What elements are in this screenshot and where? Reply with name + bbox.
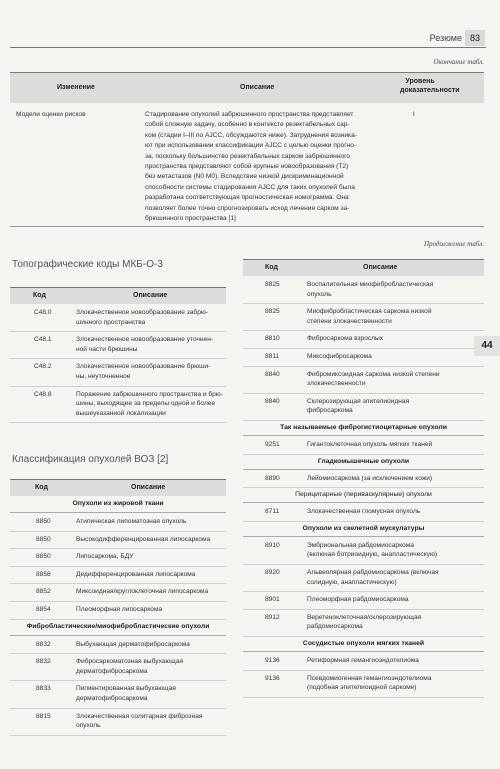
right-code: 8890 [265, 474, 280, 482]
who-col-description: Описание [131, 484, 166, 491]
top-table-caption: Окончание табл. [433, 58, 484, 66]
right-description-line: Плеоморфная рабдомиосаркома [307, 596, 409, 604]
icd-col-code: Код [33, 292, 46, 299]
right-description-line: (подобная эпителиоидной саркоме) [307, 684, 417, 692]
icd-description-line: шинного пространства [76, 318, 146, 326]
who-description-line: Злокачественная солитарная фиброзная [76, 712, 203, 720]
who-code: 8833 [36, 685, 51, 693]
who-code: 8832 [36, 640, 51, 648]
description-line: брюшинного пространства [1] [145, 215, 236, 222]
right-description-line: злокачественности [307, 380, 366, 388]
row-rule [243, 609, 484, 610]
row-rule [243, 636, 484, 637]
row-rule [243, 521, 484, 522]
icd-description-line: ны, неуточненное [76, 373, 131, 380]
who-code: 8832 [36, 658, 51, 666]
icd-description-line: Злокачественное новообразование забрю- [76, 309, 209, 316]
right-code: 8825 [265, 281, 280, 288]
row-rule [10, 708, 226, 709]
right-code: 8711 [265, 508, 280, 516]
row-rule [243, 469, 484, 470]
icd-col-description: Описание [133, 292, 168, 299]
row-rule [243, 591, 484, 592]
right-description-line: Миофибробластическая саркома низкой [307, 308, 432, 316]
row-rule [10, 331, 226, 332]
group-heading: Так называемые фиброгистиоцитарные опухоли [280, 424, 447, 431]
who-code: 8850 [36, 535, 51, 543]
who-description-line: Пигментированная выбухающая [76, 685, 176, 693]
row-rule [243, 487, 484, 488]
description-line: ком (стадии I–III по AJCC, обсуждаются ниже). Затруднения возника- [145, 131, 357, 139]
col-change: Изменение [57, 84, 95, 91]
row-rule [10, 735, 226, 736]
running-title: Резюме [429, 33, 462, 43]
who-code: 8858 [36, 570, 51, 578]
row-rule [243, 651, 484, 652]
row-rule [243, 393, 484, 394]
row-rule [243, 303, 484, 304]
right-code: 8840 [265, 397, 280, 405]
description-line: ют при использовании классификации AJCC с целью оценки прогно- [145, 142, 357, 150]
right-code: 8920 [265, 569, 280, 576]
row-rule [243, 697, 484, 698]
who-code: 8850 [36, 518, 51, 525]
col-level [400, 77, 460, 95]
row-rule [243, 435, 484, 436]
group-heading: Фибробластические/миофибробластические опухоли [26, 622, 210, 630]
right-code: 8811 [265, 353, 280, 360]
description-line: пространства представляют собой крупные новообразования (T2) [145, 163, 349, 170]
icd-description-line: Поражение забрюшинного пространства и брю- [76, 390, 223, 398]
right-description-line: Миксофибросаркома [307, 353, 372, 360]
who-description-line: Дедифференцированная липосаркома [76, 570, 196, 578]
page-number: 83 [465, 30, 485, 46]
right-description-line: рабдомиосаркома [307, 623, 363, 631]
right-code: 8912 [265, 613, 280, 621]
right-description-line: Фибромиксоидная саркома низкой степени [307, 370, 440, 378]
right-col-description: Описание [363, 264, 398, 271]
row-rule [243, 366, 484, 367]
header-rule [10, 47, 486, 48]
row-rule [10, 422, 226, 423]
group-heading: Сосудистые опухоли мягких тканей [302, 640, 425, 647]
description-line: способности системы стадирования AJCC для таких опухолей была [145, 183, 355, 191]
icd-title: Топографические коды МКБ-О-3 [12, 259, 163, 270]
who-description-line: Плеоморфная липосаркома [76, 606, 163, 613]
description-line: позволяет более точно спрогнозировать исход лечения сарком за- [145, 204, 350, 212]
right-code: 8825 [265, 308, 280, 316]
right-table-caption: Продолжение табл. [423, 240, 484, 248]
right-code: 9251 [265, 441, 280, 448]
right-code: 8810 [265, 335, 280, 343]
who-description-line: Атипическая липоматозная опухоль [76, 518, 187, 525]
right-description-line: Веретеноклеточная/склерозирующая [307, 613, 422, 621]
who-code: 8852 [36, 588, 51, 596]
right-code: 8901 [265, 596, 280, 604]
row-rule [10, 566, 226, 567]
who-title: Классификация опухолей ВОЗ [2] [12, 454, 169, 465]
section-tab: 44 [474, 336, 500, 356]
right-description-line: (включая ботриоидную, анапластическую) [307, 551, 438, 559]
right-description-line: Гигантоклеточная опухоль мягких тканей [307, 441, 433, 448]
right-description-line: Лейомиосаркома (за исключением кожи) [307, 474, 433, 482]
description-line: за, поскольку большинство резектабельных сарком забрюшинного [145, 152, 351, 160]
right-col-code: Код [265, 264, 278, 271]
row-rule [243, 670, 484, 671]
who-description-line: Липосаркома, БДУ [76, 553, 134, 561]
group-heading: Опухоли из скелетной мускулатуры [302, 524, 425, 532]
right-description-line: солидную, анапластическую) [307, 578, 397, 586]
right-description-line: фибросаркома [307, 407, 353, 415]
level-cell: I [413, 111, 415, 118]
row-rule [10, 548, 226, 549]
who-description-line: дерматофибросаркома [76, 667, 148, 675]
right-description-line: Альвеолярная рабдомиосаркома (включая [307, 569, 439, 576]
who-description-line: дерматофибросаркома [76, 695, 148, 702]
group-heading: Гладкомышечные опухоли [317, 457, 410, 465]
right-code: 9136 [265, 657, 280, 664]
row-rule [10, 583, 226, 584]
col-description: Описание [240, 84, 275, 91]
icd-description-line: шины, выходящее за пределы одной и более [76, 400, 216, 408]
top-table-bottom-rule [10, 226, 484, 227]
icd-description-line: Злокачественное новообразование уточнен- [76, 336, 214, 344]
icd-description-line: Злокачественное новообразование брюши- [76, 363, 211, 371]
row-rule [10, 619, 226, 620]
who-code: 8815 [36, 712, 51, 720]
group-heading: Перицитарные (периваскулярные) опухоли [295, 491, 432, 499]
right-code: 8910 [265, 541, 280, 549]
icd-description-line: вышеуказанной локализации [76, 409, 166, 417]
row-rule [243, 536, 484, 537]
row-rule [243, 454, 484, 455]
who-col-code: Код [35, 484, 48, 491]
group-heading: Опухоли из жировой ткани [72, 500, 164, 507]
description-line: разработана соответствующая прогностическая номограмма. Она [145, 194, 349, 202]
row-rule [10, 386, 226, 387]
icd-code: C48.1 [34, 336, 52, 344]
row-rule [243, 330, 484, 331]
right-description-line: Склерозирующая эпителиоидная [307, 397, 410, 405]
right-description-line: Эмбриональная рабдомиосаркома [307, 541, 414, 549]
icd-code: C48.2 [34, 363, 52, 371]
who-description-line: Высокодифференцированная липосаркома [76, 535, 211, 543]
row-rule [10, 531, 226, 532]
row-rule [10, 358, 226, 359]
description-line: Стадирование опухолей забрюшинного пространства представляет [145, 111, 354, 118]
icd-description-line: ной части брюшины [76, 345, 138, 353]
who-code: 8850 [36, 553, 51, 561]
right-code: 9136 [265, 674, 280, 682]
change-cell: Модели оценки рисков [16, 111, 86, 118]
row-rule [243, 502, 484, 503]
who-description-line: Миксоидная/круглоклеточная липосаркома [76, 588, 209, 596]
right-description-line: Ретиформная гемангиоэндотелиома [307, 657, 419, 664]
who-description-line: Выбухающая дерматофибросаркома [76, 640, 190, 648]
right-description-line: степени злокачественности [307, 317, 392, 325]
right-code: 8840 [265, 370, 280, 378]
row-rule [10, 635, 226, 636]
description-line: собой сложную задачу, особенно в контексте резектабельных сар- [145, 121, 350, 129]
row-rule [243, 348, 484, 349]
row-rule [10, 653, 226, 654]
col-level-text: Уровень доказательности [400, 78, 460, 94]
description-line: без метастазов (N0 M0). Вследствие низкой дискриминационной [145, 173, 344, 181]
icd-code: C48.0 [34, 309, 52, 316]
row-rule [10, 512, 226, 513]
right-description-line: Злокачественная гломусная опухоль [307, 508, 421, 516]
right-description-line: Псевдомиогенная гемангиоэндотелиома [307, 674, 432, 682]
who-code: 8854 [36, 606, 51, 613]
right-description-line: Фибросаркома взрослых [307, 335, 384, 343]
who-description-line: опухоль [76, 722, 101, 730]
who-description-line: Фибросаркоматозная выбухающая [76, 658, 184, 666]
right-description-line: Воспалительная миофибробластическая [307, 281, 434, 288]
row-rule [243, 564, 484, 565]
row-rule [243, 420, 484, 421]
row-rule [10, 601, 226, 602]
right-description-line: опухоль [307, 290, 332, 298]
icd-code: C48.8 [34, 390, 52, 398]
page-header [0, 0, 500, 52]
row-rule [10, 680, 226, 681]
